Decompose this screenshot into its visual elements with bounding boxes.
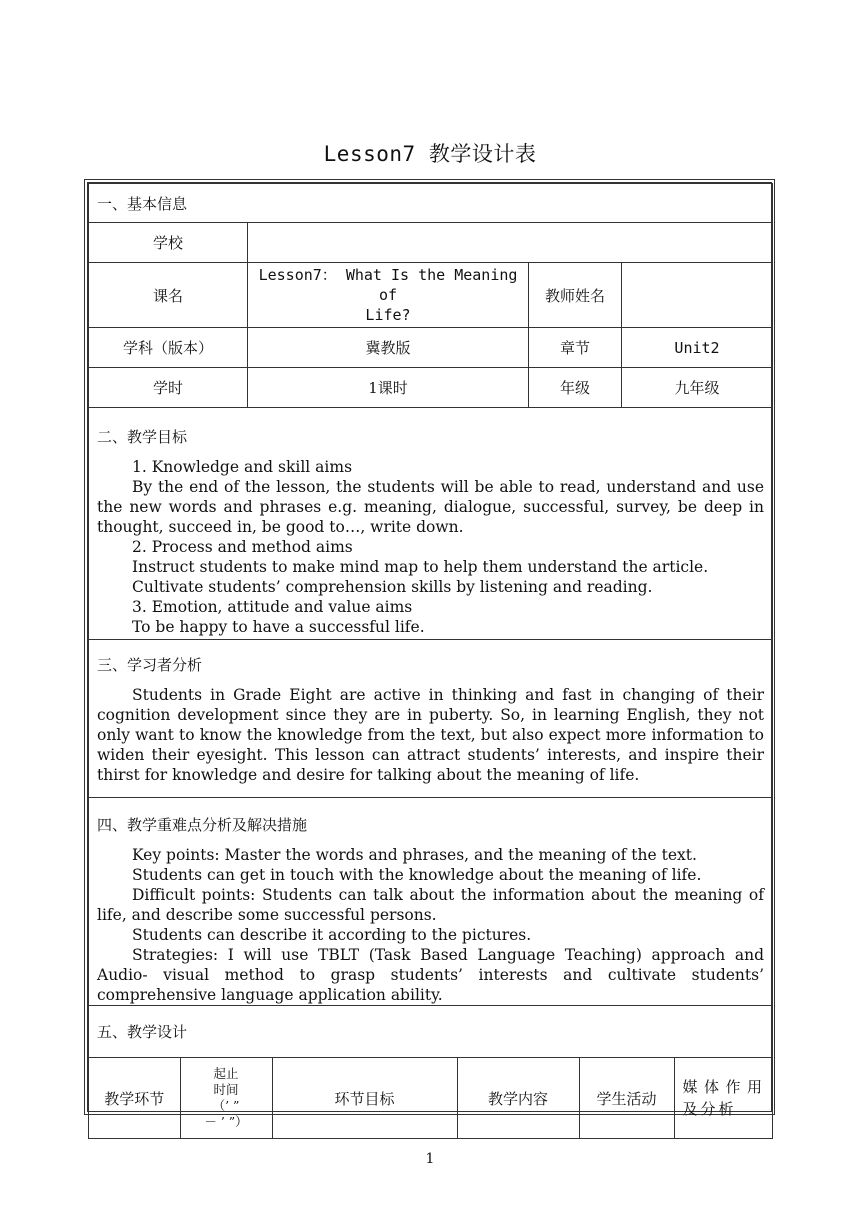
school-value <box>248 223 773 263</box>
keypoints-line-4: Students can describe it according to the pictures. <box>132 926 532 944</box>
chapter-value: Unit2 <box>622 328 773 368</box>
col-step-goal: 环节目标 <box>272 1058 457 1138</box>
keypoints-line-5: Strategies: I will use TBLT (Task Based Language Teaching) approach and Audio- visual method to grasp students’ interests and cultivate students’ comprehensive language application ability. <box>97 946 765 1004</box>
col-time-l3: （’ ” <box>212 1098 240 1113</box>
section1-heading: 一、基本信息 <box>89 184 773 223</box>
aims-line-2: By the end of the lesson, the students will be able to read, understand and use the new words and phrases e.g. meaning, dialogue, successful, survey, be deep in thought, succeed in, be good to…, write down. <box>97 478 765 536</box>
chapter-label: 章节 <box>529 328 622 368</box>
teacher-label: 教师姓名 <box>529 263 622 328</box>
col-time-l1: 起止 <box>213 1066 239 1081</box>
section2-block <box>89 408 773 640</box>
aims-line-4: Instruct students to make mind map to help them understand the article. <box>132 558 709 576</box>
course-label: 课名 <box>89 263 248 328</box>
design-header-table <box>89 1058 773 1138</box>
section4-block <box>89 798 773 1006</box>
school-label: 学校 <box>89 223 248 263</box>
subject-label: 学科（版本） <box>89 328 248 368</box>
col-time <box>180 1058 272 1138</box>
teacher-value <box>622 263 773 328</box>
section2-heading: 二、教学目标 <box>97 428 188 446</box>
grade-label: 年级 <box>529 368 622 408</box>
subject-value: 冀教版 <box>248 328 529 368</box>
section5-heading: 五、教学设计 <box>89 1006 773 1058</box>
section4-heading: 四、教学重难点分析及解决措施 <box>97 816 308 834</box>
page-number: 1 <box>425 1151 435 1167</box>
hours-label: 学时 <box>89 368 248 408</box>
aims-line-5: Cultivate students’ comprehension skills by listening and reading. <box>132 578 653 596</box>
course-value-line1: Lesson7： What Is the Meaning of <box>258 266 518 304</box>
section3-block <box>89 640 773 798</box>
learner-analysis-text: Students in Grade Eight are active in thinking and fast in changing of their cognition development since they are in puberty. So, in learning English, they not only want to know the knowledge from the text, but also expect more information to widen their eyesight. This lesson can attract students’ interests, and inspire their thirst for knowledge and desire for talking about the meaning of life. <box>97 686 765 784</box>
course-value-line2: Life? <box>365 306 411 324</box>
col-time-l2: 时间 <box>213 1082 239 1097</box>
lesson-plan-table <box>88 183 773 1139</box>
grade-value: 九年级 <box>622 368 773 408</box>
title-chinese: 教学设计表 <box>428 142 537 166</box>
hours-value: 1课时 <box>248 368 529 408</box>
section3-heading: 三、学习者分析 <box>97 656 203 674</box>
design-header-container <box>89 1058 773 1139</box>
col-media-analysis: 媒体作用及分析 <box>682 1078 765 1118</box>
col-student-activity: 学生活动 <box>579 1058 674 1138</box>
col-time-l4: － ’ ”） <box>204 1114 248 1129</box>
keypoints-line-3: Difficult points: Students can talk about the information about the meaning of life, and describe some successful persons. <box>97 886 765 924</box>
aims-line-6: 3. Emotion, attitude and value aims <box>132 598 413 616</box>
aims-line-1: 1. Knowledge and skill aims <box>132 458 353 476</box>
col-teaching-step: 教学环节 <box>89 1058 180 1138</box>
keypoints-line-1: Key points: Master the words and phrases, and the meaning of the text. <box>132 846 697 864</box>
col-content: 教学内容 <box>457 1058 579 1138</box>
aims-line-7: To be happy to have a successful life. <box>132 618 425 636</box>
title-latin: Lesson7 <box>323 142 416 166</box>
page-title <box>0 138 860 168</box>
course-value <box>248 263 529 328</box>
aims-line-3: 2. Process and method aims <box>132 538 353 556</box>
keypoints-line-2: Students can get in touch with the knowledge about the meaning of life. <box>132 866 702 884</box>
